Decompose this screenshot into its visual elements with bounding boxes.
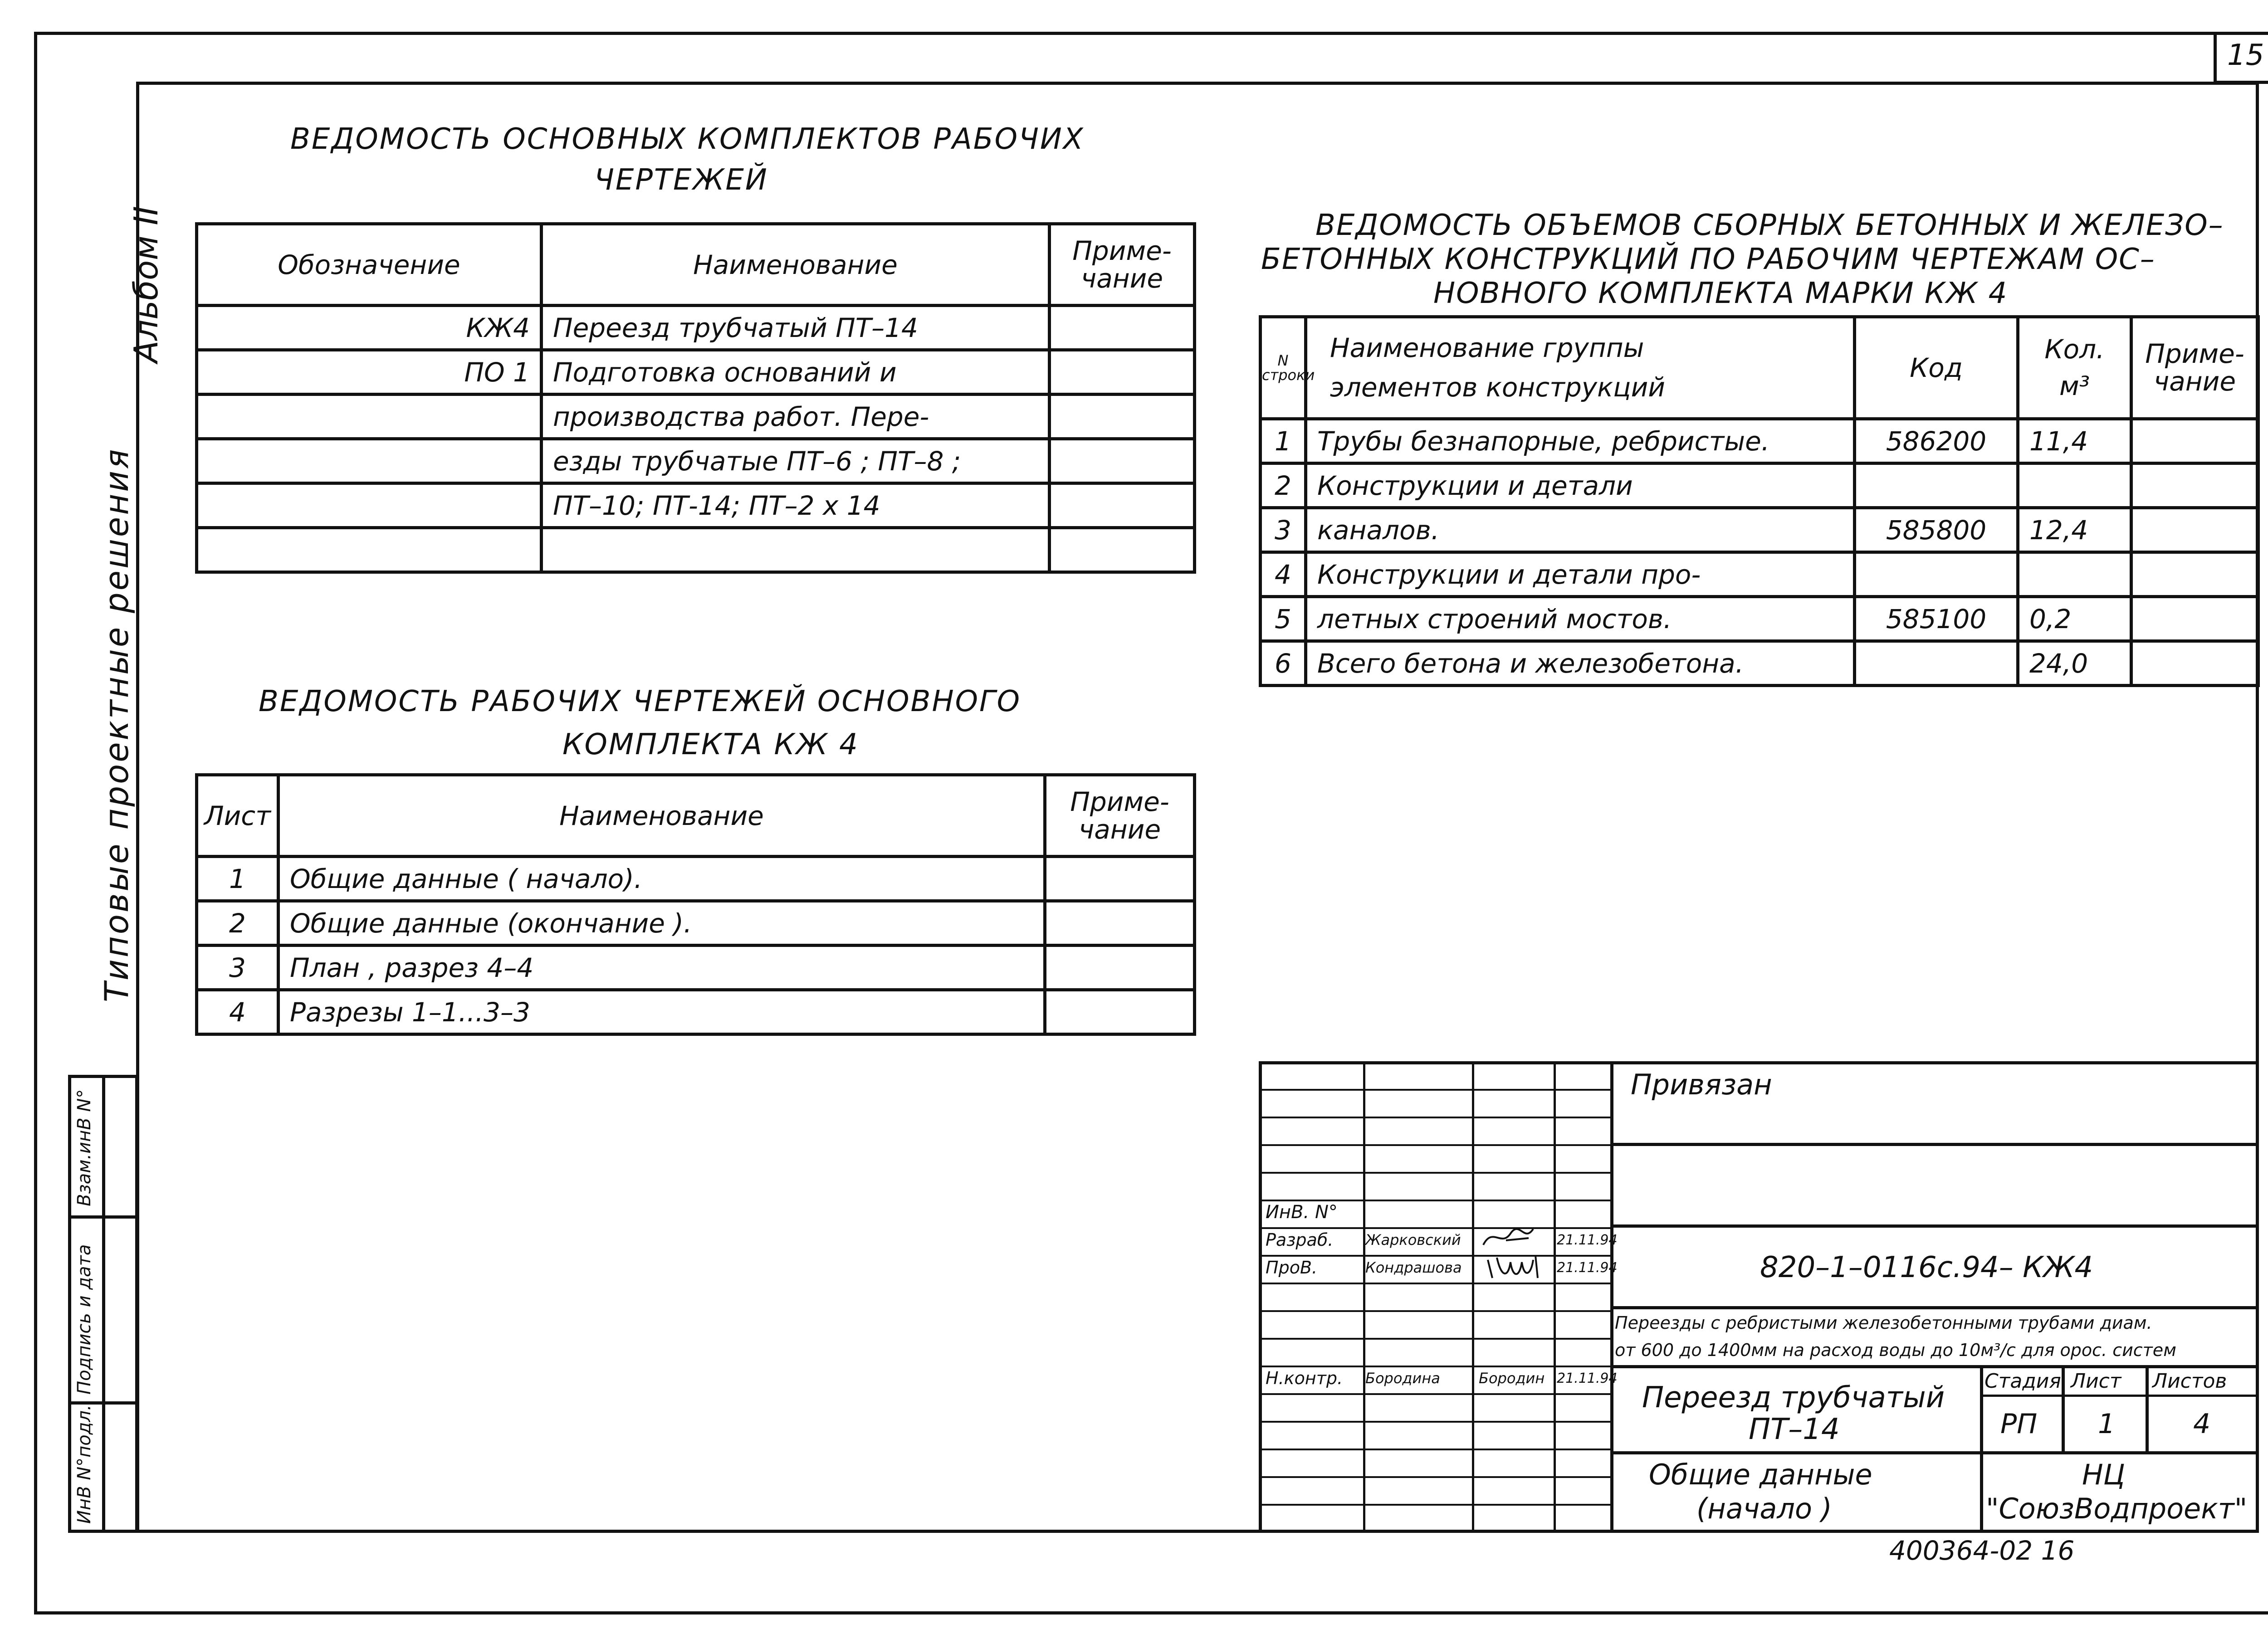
stage-label: Стадия (1984, 1370, 2061, 1393)
table-cell (1050, 439, 1195, 483)
document-code: 820–1–0116с.94– КЖ4 (1760, 1251, 2093, 1284)
sheet-label: Лист (2071, 1370, 2121, 1393)
sheets-label: Листов (2152, 1370, 2227, 1393)
prov-name: Кондрашова (1365, 1259, 1462, 1276)
page-number: 15 (2227, 39, 2264, 72)
table1-title-line2: ЧЕРТЕЖЕЙ (594, 163, 768, 197)
prov-label: ПроВ. (1266, 1258, 1318, 1278)
table-cell (1045, 946, 1195, 990)
table3-header-kod: Код (1855, 317, 2018, 419)
table-cell: 1 (1261, 419, 1306, 463)
table-cell: 11,4 (2018, 419, 2131, 463)
nkontr-signature: Бородин (1479, 1370, 1545, 1387)
table-cell (2131, 419, 2258, 463)
table-cell (2131, 641, 2258, 686)
table1 (195, 222, 1196, 574)
table-cell (1050, 350, 1195, 395)
table3-header-kol: Кол. м³ (2018, 317, 2131, 419)
stage-value: РП (2000, 1408, 2038, 1440)
table-cell: КЖ4 (197, 306, 542, 350)
table-cell (197, 439, 542, 483)
nkontr-date: 21.11.94 (1557, 1371, 1618, 1386)
table-cell: Конструкции и детали (1306, 463, 1855, 508)
table2 (195, 773, 1196, 1036)
table-cell: Подготовка оснований и (542, 350, 1050, 395)
table-cell (197, 395, 542, 439)
table-cell: План , разрез 4–4 (279, 946, 1045, 990)
table3-title-line1: ВЕДОМОСТЬ ОБЪЕМОВ СБОРНЫХ БЕТОННЫХ И ЖЕЛЕЗО– (1315, 209, 2224, 242)
table-cell: Разрезы 1–1...3–3 (279, 990, 1045, 1034)
prov-date: 21.11.94 (1557, 1260, 1618, 1276)
table-cell: Общие данные ( начало). (279, 857, 1045, 901)
prov-signature (1483, 1251, 1547, 1283)
table-cell: 3 (197, 946, 279, 990)
table-cell (2018, 552, 2131, 597)
table2-header-primechanie: Приме- чание (1045, 775, 1195, 857)
table-cell: 585100 (1855, 597, 2018, 641)
table-cell (2131, 463, 2258, 508)
table-cell: ПО 1 (197, 350, 542, 395)
sheets-value: 4 (2193, 1408, 2211, 1440)
razrab-label: Разраб. (1266, 1230, 1334, 1250)
table-cell: 4 (197, 990, 279, 1034)
album-label: Альбом II (127, 206, 165, 363)
table-cell (1050, 306, 1195, 350)
table3-header-primechanie: Приме- чание (2131, 317, 2258, 419)
org-line2: "СоюзВодпроект" (1986, 1492, 2248, 1525)
table1-header-naimenovanie: Наименование (542, 224, 1050, 306)
vzam-inv-label: Взам.инВ N° (74, 1089, 95, 1206)
table-cell: 24,0 (2018, 641, 2131, 686)
table-cell: 0,2 (2018, 597, 2131, 641)
table-cell (197, 528, 542, 572)
table-cell: 3 (1261, 508, 1306, 552)
doc-title-line2: ПТ–14 (1749, 1413, 1840, 1446)
razrab-signature (1479, 1224, 1547, 1252)
razrab-date: 21.11.94 (1557, 1232, 1618, 1248)
table-cell: 1 (197, 857, 279, 901)
table2-title-line1: ВЕДОМОСТЬ РАБОЧИХ ЧЕРТЕЖЕЙ ОСНОВНОГО (259, 685, 1021, 718)
table1-header-oboznachenie: Обозначение (197, 224, 542, 306)
series-label: Типовые проектные решения (98, 447, 136, 1002)
table-cell: езды трубчатые ПТ–6 ; ПТ–8 ; (542, 439, 1050, 483)
table3-title-line2: БЕТОННЫХ КОНСТРУКЦИЙ ПО РАБОЧИМ ЧЕРТЕЖАМ ОС– (1261, 243, 2156, 276)
nkontr-label: Н.контр. (1266, 1368, 1343, 1388)
table-cell: 2 (1261, 463, 1306, 508)
table1-title-line1: ВЕДОМОСТЬ ОСНОВНЫХ КОМПЛЕКТОВ РАБОЧИХ (290, 122, 1085, 156)
doc-title-line1: Переезд трубчатый (1642, 1381, 1945, 1415)
privyazan: Привязан (1631, 1068, 1772, 1101)
table-cell (197, 483, 542, 528)
table1-header-primechanie: Приме- чание (1050, 224, 1195, 306)
table-cell: ПТ–10; ПТ-14; ПТ–2 x 14 (542, 483, 1050, 528)
table-cell (1855, 463, 2018, 508)
table-cell (1050, 483, 1195, 528)
table-cell (2131, 508, 2258, 552)
table-cell (1045, 990, 1195, 1034)
table-cell (1045, 857, 1195, 901)
table-cell: 585800 (1855, 508, 2018, 552)
table-cell: летных строений мостов. (1306, 597, 1855, 641)
table2-header-list: Лист (197, 775, 279, 857)
sheet-value: 1 (2098, 1408, 2116, 1440)
inv-podl-label: ИнВ N°подл. (74, 1405, 95, 1524)
org-line1: НЦ (2082, 1458, 2125, 1491)
podpis-label: Подпись и дата (74, 1244, 95, 1395)
table3-header-naimenovanie: Наименование группы элементов конструкций (1306, 317, 1855, 419)
table-cell: 586200 (1855, 419, 2018, 463)
table-cell: Переезд трубчатый ПТ–14 (542, 306, 1050, 350)
table3 (1259, 315, 2260, 687)
table-cell: Общие данные (окончание ). (279, 901, 1045, 946)
table-cell (1855, 552, 2018, 597)
table-cell: 2 (197, 901, 279, 946)
table-cell: 6 (1261, 641, 1306, 686)
table-cell: Конструкции и детали про- (1306, 552, 1855, 597)
table-cell: Трубы безнапорные, ребристые. (1306, 419, 1855, 463)
table2-header-naimenovanie: Наименование (279, 775, 1045, 857)
sheet-title-line2: (начало ) (1696, 1492, 1832, 1525)
inv-no-label: ИнВ. N° (1266, 1202, 1338, 1223)
table-cell: каналов. (1306, 508, 1855, 552)
project-line2: от 600 до 1400мм на расход воды до 10м³/с для орос. систем (1615, 1340, 2176, 1360)
table2-title-line2: КОМПЛЕКТА КЖ 4 (562, 728, 859, 761)
bottom-archive-code: 400364-02 16 (1889, 1535, 2075, 1566)
table3-title-line3: НОВНОГО КОМПЛЕКТА МАРКИ КЖ 4 (1433, 277, 2008, 310)
table-cell (2018, 463, 2131, 508)
sheet-title-line1: Общие данные (1649, 1458, 1872, 1491)
table3-header-n: N строки (1261, 317, 1306, 419)
table-cell (1050, 395, 1195, 439)
table-cell (2131, 552, 2258, 597)
table-cell (1045, 901, 1195, 946)
table-cell (2131, 597, 2258, 641)
table-cell: 5 (1261, 597, 1306, 641)
nkontr-name: Бородина (1365, 1370, 1440, 1387)
table-cell: 12,4 (2018, 508, 2131, 552)
table-cell: Всего бетона и железобетона. (1306, 641, 1855, 686)
razrab-name: Жарковский (1365, 1231, 1461, 1249)
table-cell (1050, 528, 1195, 572)
table-cell (542, 528, 1050, 572)
table-cell: производства работ. Пере- (542, 395, 1050, 439)
table-cell (1855, 641, 2018, 686)
project-line1: Переезды с ребристыми железобетонными трубами диам. (1615, 1313, 2152, 1333)
table-cell: 4 (1261, 552, 1306, 597)
